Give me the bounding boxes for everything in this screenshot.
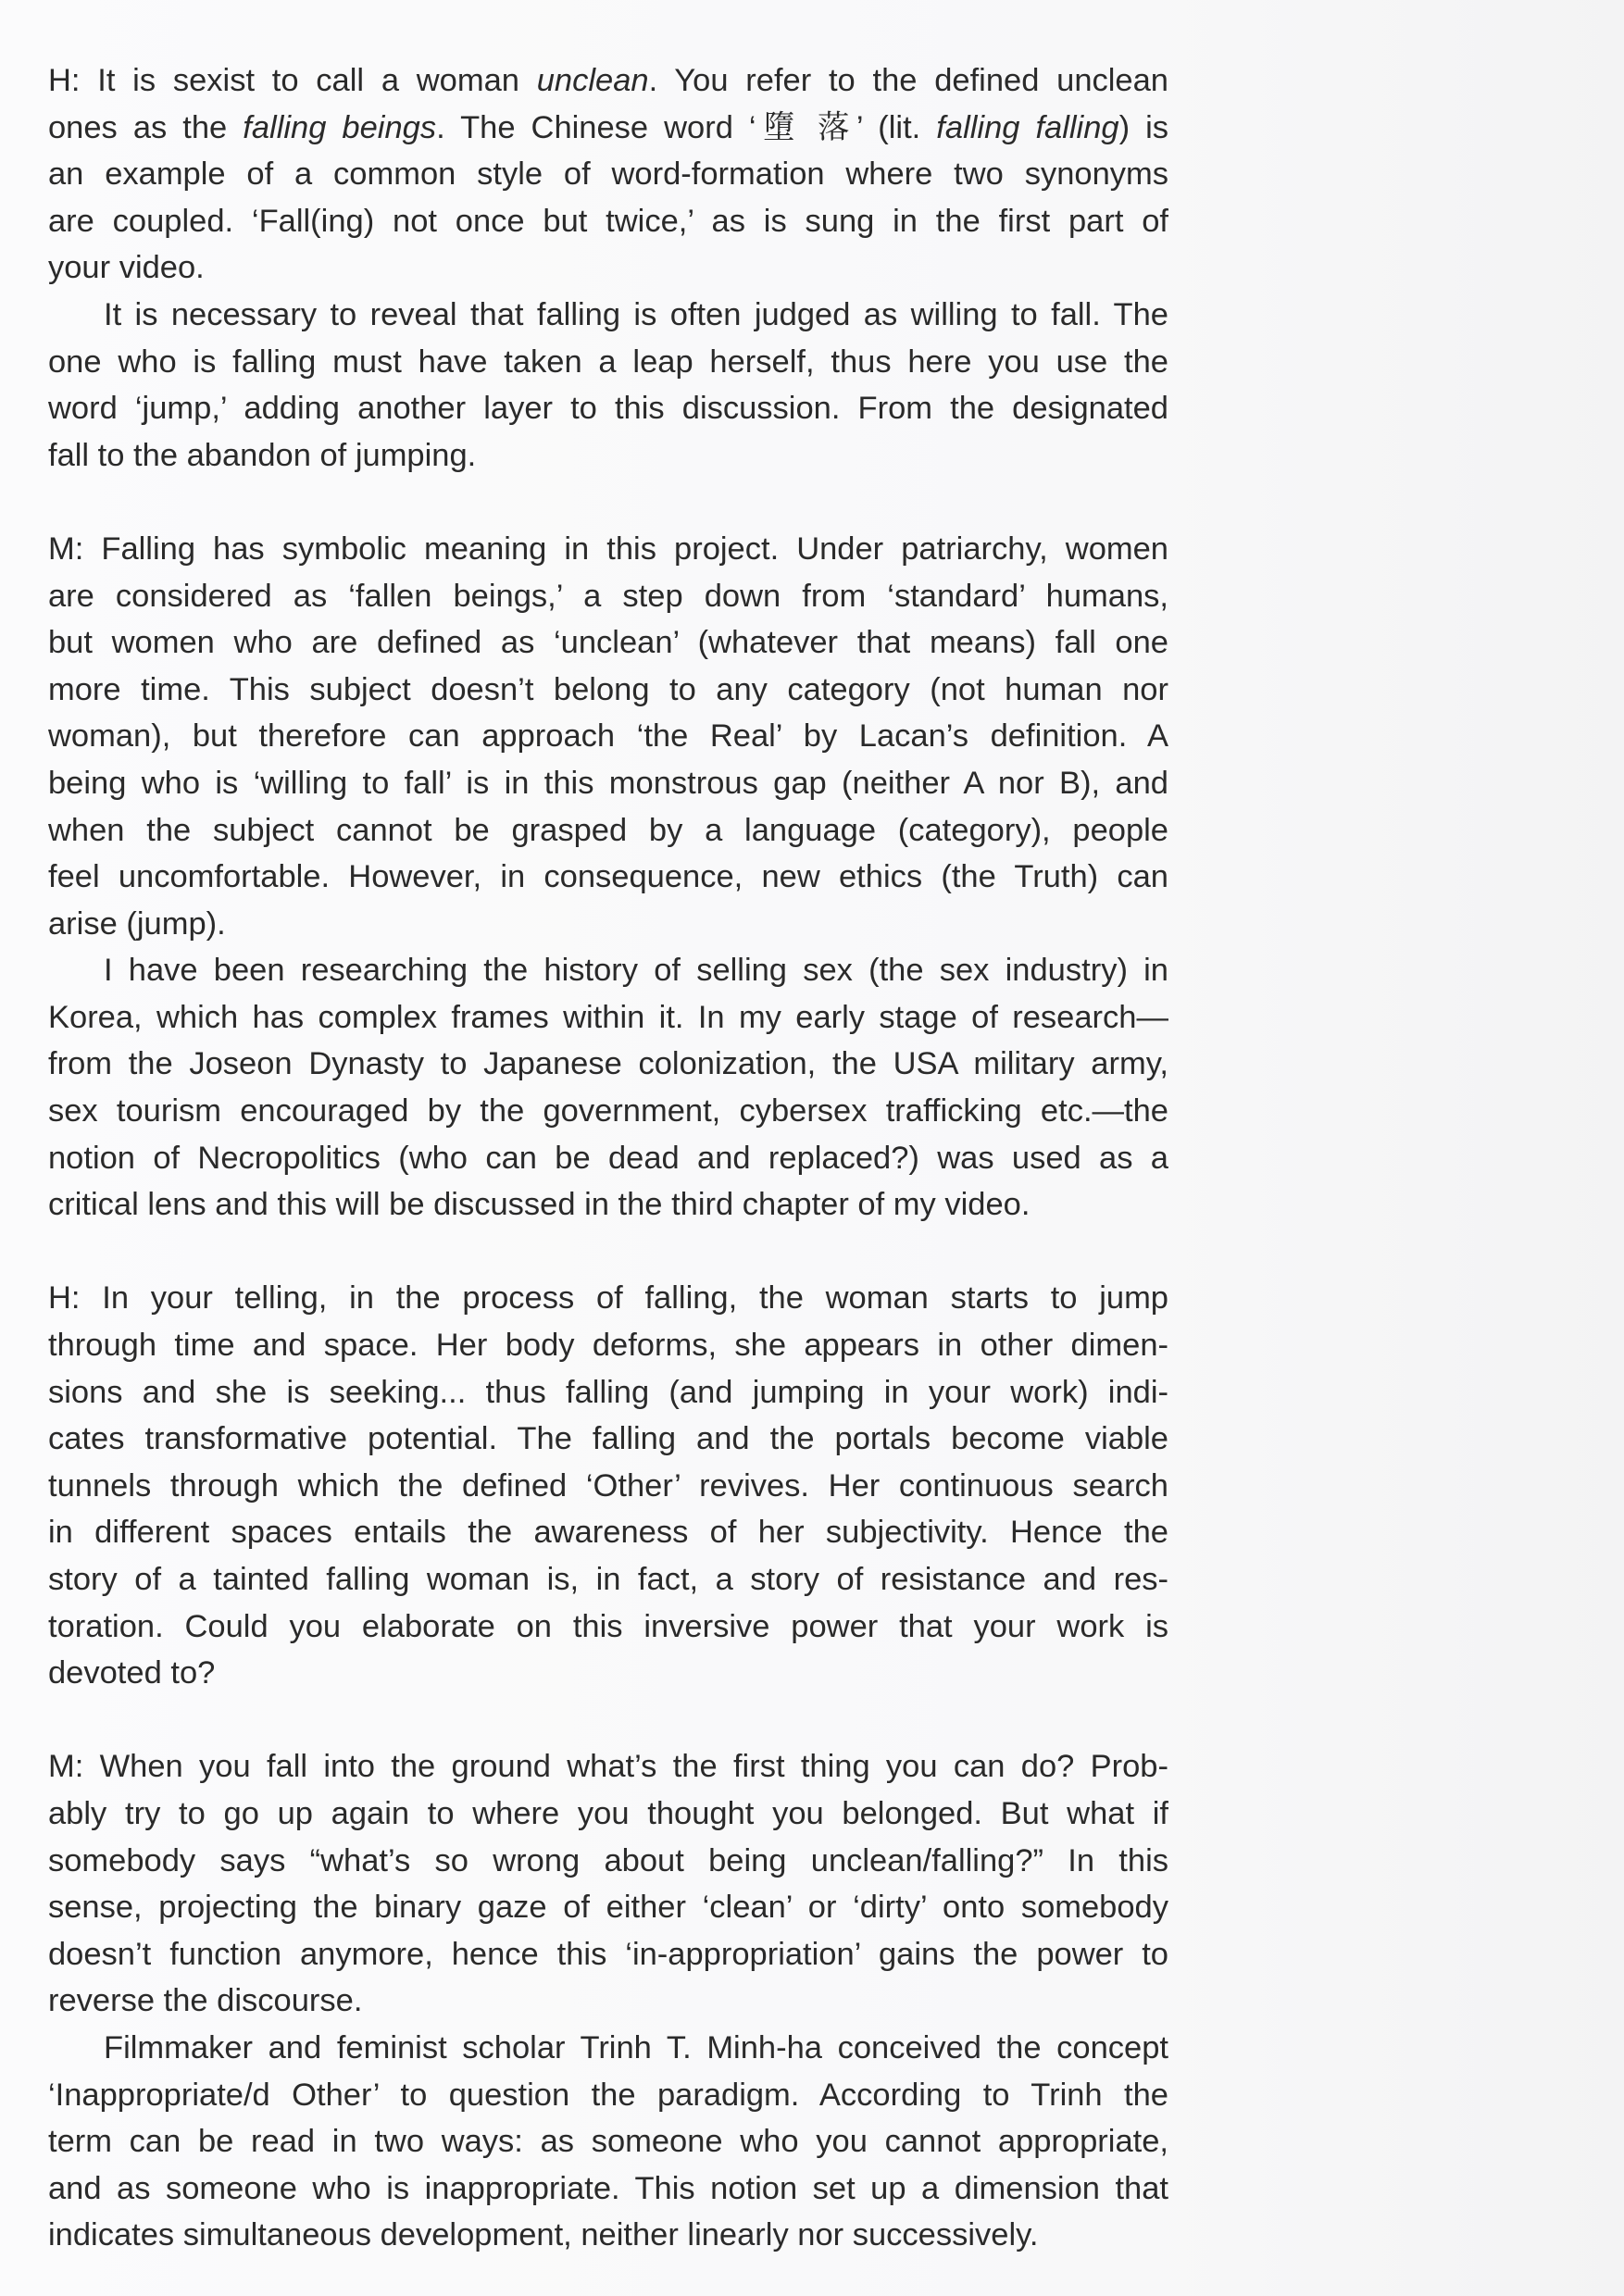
text-line: in different spaces entails the awareness of her subjectivity. Hence the xyxy=(48,1515,1168,1551)
text-segment: ones as the xyxy=(48,109,244,145)
text-segment: . You refer to the defined unclean xyxy=(648,63,1168,98)
text-line: M: Falling has symbolic meaning in this project. Under patriarchy, women xyxy=(48,530,1168,567)
text-line: Filmmaker and feminist scholar Trinh T. Minh-ha conceived the concept xyxy=(104,2029,1168,2065)
text-segment: ) is xyxy=(1118,109,1169,145)
text-line: when the subject cannot be grasped by a language (category), people xyxy=(48,812,1168,848)
text-line xyxy=(48,57,1168,105)
paragraph xyxy=(48,292,1168,479)
text-segment: . The Chinese word ‘墮 落’ (lit. xyxy=(436,109,937,145)
text-line: ‘Inappropriate/d Other’ to question the paradigm. According to Trinh the xyxy=(48,2077,1168,2113)
text-line: more time. This subject doesn’t belong to any category (not human nor xyxy=(48,671,1168,707)
text-line: word ‘jump,’ adding another layer to this discussion. From the designated xyxy=(48,391,1168,427)
paragraph xyxy=(48,57,1168,292)
text-line: critical lens and this will be discussed in the third chapter of my video. xyxy=(48,1187,1031,1223)
text-line: notion of Necropolitics (who can be dead and replaced?) was used as a xyxy=(48,1140,1168,1176)
text-line: are considered as ‘fallen beings,’ a step down from ‘standard’ humans, xyxy=(48,578,1168,614)
text-line: story of a tainted falling woman is, in fact, a story of resistance and res- xyxy=(48,1562,1168,1597)
text-line: through time and space. Her body deforms, she appears in other dimen- xyxy=(48,1328,1168,1364)
paragraph xyxy=(48,2025,1168,2259)
paragraph xyxy=(48,526,1168,947)
text-line: I have been researching the history of selling sex (the sex industry) in xyxy=(104,953,1168,989)
text-line: and as someone who is inappropriate. This notion set up a dimension that xyxy=(48,2170,1168,2206)
text-line: sions and she is seeking... thus falling (and jumping in your work) indi- xyxy=(48,1374,1168,1410)
italic-text: falling beings xyxy=(243,109,437,145)
paragraph xyxy=(48,1743,1168,2025)
text-line: sense, projecting the binary gaze of either ‘clean’ or ‘dirty’ onto somebody xyxy=(48,1890,1168,1926)
text-line xyxy=(48,105,1168,152)
text-line: from the Joseon Dynasty to Japanese colonization, the USA military army, xyxy=(48,1046,1168,1082)
text-line: doesn’t function anymore, hence this ‘in-appropriation’ gains the power to xyxy=(48,1936,1168,1972)
interview-text xyxy=(48,57,1168,2259)
text-line: your video. xyxy=(48,250,205,286)
text-line: arise (jump). xyxy=(48,905,226,942)
text-line: reverse the discourse. xyxy=(48,1983,363,2019)
text-line: M: When you fall into the ground what’s the first thing you can do? Prob- xyxy=(48,1749,1168,1785)
paragraph xyxy=(48,947,1168,1229)
text-line: feel uncomfortable. However, in consequence, new ethics (the Truth) can xyxy=(48,859,1168,895)
text-line: but women who are defined as ‘unclean’ (whatever that means) fall one xyxy=(48,625,1168,661)
text-line: an example of a common style of word-formation where two synonyms xyxy=(48,156,1168,193)
text-line: one who is falling must have taken a leap herself, thus here you use the xyxy=(48,343,1168,380)
text-line: toration. Could you elaborate on this inversive power that your work is xyxy=(48,1608,1168,1644)
text-line: cates transformative potential. The falling and the portals become viable xyxy=(48,1421,1168,1457)
text-line: sex tourism encouraged by the government, cybersex trafficking etc.—the xyxy=(48,1093,1168,1129)
text-line: H: In your telling, in the process of falling, the woman starts to jump xyxy=(48,1280,1168,1316)
paragraph xyxy=(48,1275,1168,1696)
text-line: Korea, which has complex frames within it. In my early stage of research— xyxy=(48,999,1168,1035)
italic-text: unclean xyxy=(536,63,649,98)
text-line: are coupled. ‘Fall(ing) not once but twice,’ as is sung in the first part of xyxy=(48,203,1168,239)
text-line: indicates simultaneous development, neither linearly nor successively. xyxy=(48,2217,1039,2253)
text-line: It is necessary to reveal that falling is often judged as willing to fall. The xyxy=(104,296,1168,332)
text-segment: H: It is sexist to call a woman xyxy=(48,63,537,98)
italic-text: falling falling xyxy=(936,109,1119,145)
text-line: term can be read in two ways: as someone who you cannot appropriate, xyxy=(48,2124,1168,2160)
text-line: devoted to? xyxy=(48,1655,216,1691)
text-line: fall to the abandon of jumping. xyxy=(48,437,477,473)
text-line: being who is ‘willing to fall’ is in this monstrous gap (neither A nor B), and xyxy=(48,765,1168,801)
text-line: woman), but therefore can approach ‘the Real’ by Lacan’s definition. A xyxy=(48,718,1168,755)
text-line: ably try to go up again to where you thought you belonged. But what if xyxy=(48,1795,1168,1831)
text-line: somebody says “what’s so wrong about being unclean/falling?” In this xyxy=(48,1842,1168,1878)
text-line: tunnels through which the defined ‘Other’ revives. Her continuous search xyxy=(48,1467,1168,1504)
